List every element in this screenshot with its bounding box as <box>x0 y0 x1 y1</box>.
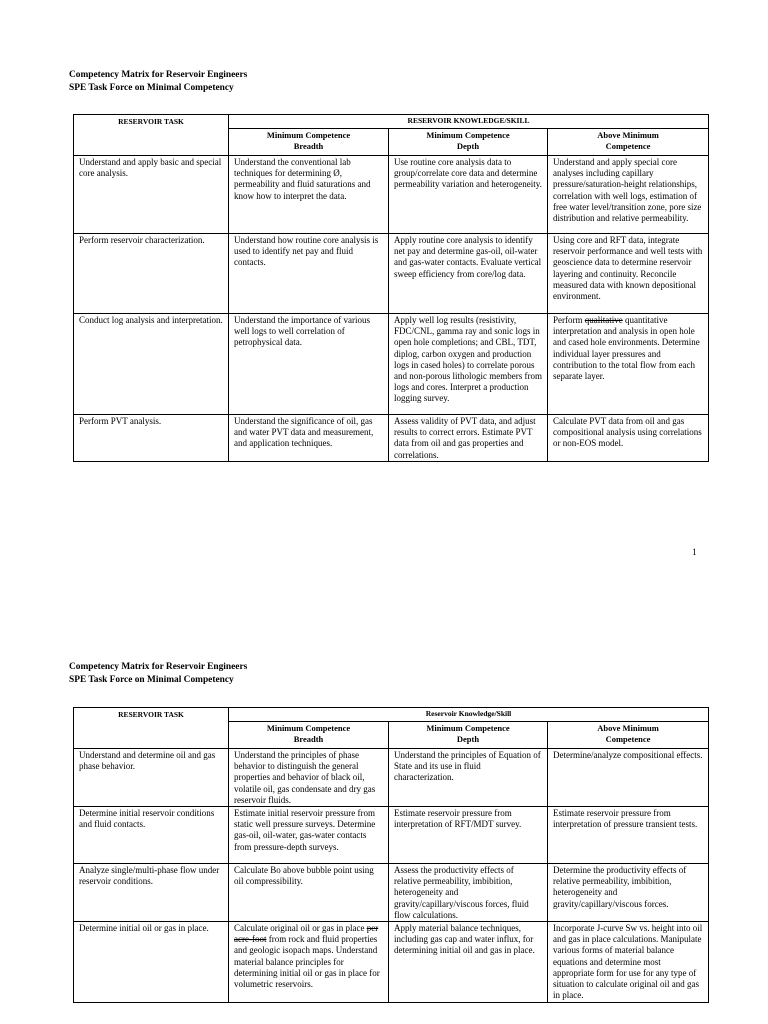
depth-cell: Assess the productivity effects of relative permeability, imbibition, heterogeneity and gravity/capillary/viscous forces, fluid flow calculations. <box>389 864 548 922</box>
doc-subtitle: SPE Task Force on Minimal Competency <box>69 82 234 93</box>
depth-cell: Assess validity of PVT data, and adjust results to correct errors. Estimate PVT data from oil and gas properties and correlations. <box>389 415 548 462</box>
depth-cell: Use routine core analysis data to group/correlate core data and determine permeability variation and heterogeneity. <box>389 156 548 234</box>
task-cell: Understand and apply basic and special core analysis. <box>74 156 229 234</box>
depth-cell: Estimate reservoir pressure from interpretation of RFT/MDT survey. <box>389 807 548 864</box>
depth-cell: Understand the principles of Equation of State and its use in fluid characterization. <box>389 749 548 807</box>
doc-subtitle: SPE Task Force on Minimal Competency <box>69 674 234 685</box>
doc-title: Competency Matrix for Reservoir Engineers <box>69 70 248 80</box>
page1-heading <box>69 69 247 94</box>
col-header-above: Above Minimum Competence <box>548 129 709 156</box>
table-row <box>74 864 709 922</box>
task-column-header: RESERVOIR TASK <box>74 708 229 749</box>
breadth-cell: Estimate initial reservoir pressure from static well pressure surveys. Determine gas-oil, oil-water, gas-water contacts from pressure-depth surveys. <box>229 807 389 864</box>
table-row <box>74 807 709 864</box>
above-cell: Calculate PVT data from oil and gas compositional analysis using correlations or non-EOS model. <box>548 415 709 462</box>
competency-table-2 <box>73 707 709 1003</box>
task-cell: Analyze single/multi-phase flow under reservoir conditions. <box>74 864 229 922</box>
skill-group-header: RESERVOIR KNOWLEDGE/SKILL <box>229 115 709 129</box>
col-header-depth: Minimum Competence Depth <box>389 722 548 749</box>
table-row <box>74 234 709 314</box>
skill-group-header: Reservoir Knowledge/Skill <box>229 708 709 722</box>
table-row <box>74 922 709 1003</box>
task-cell: Perform reservoir characterization. <box>74 234 229 314</box>
depth-cell: Apply routine core analysis to identify net pay and determine gas-oil, oil-water and gas-water contacts. Evaluate vertical sweep efficiency from core/log data. <box>389 234 548 314</box>
above-cell: Determine the productivity effects of relative permeability, imbibition, heterogeneity and gravity/capillary/viscous forces. <box>548 864 709 922</box>
struck-text: qualitative <box>584 315 623 325</box>
above-cell: Estimate reservoir pressure from interpretation of pressure transient tests. <box>548 807 709 864</box>
table-row <box>74 314 709 415</box>
table-row <box>74 749 709 807</box>
task-cell: Understand and determine oil and gas phase behavior. <box>74 749 229 807</box>
above-cell: Using core and RFT data, integrate reservoir performance and well tests with geoscience data to determine reservoir layering and continuity. Reconcile measured data with known depositional environment. <box>548 234 709 314</box>
struck-text: per acre-foot <box>234 923 379 945</box>
task-column-header: RESERVOIR TASK <box>74 115 229 156</box>
depth-cell: Apply material balance techniques, including gas cap and water influx, for determining initial oil and gas in place. <box>389 922 548 1003</box>
col-header-breadth: Minimum Competence Breadth <box>229 129 389 156</box>
task-cell: Perform PVT analysis. <box>74 415 229 462</box>
breadth-cell: Calculate Bo above bubble point using oil compressibility. <box>229 864 389 922</box>
task-cell: Conduct log analysis and interpretation. <box>74 314 229 415</box>
table-row <box>74 415 709 462</box>
task-cell: Determine initial oil or gas in place. <box>74 922 229 1003</box>
breadth-cell: Understand how routine core analysis is used to identify net pay and fluid contacts. <box>229 234 389 314</box>
depth-cell: Apply well log results (resistivity, FDC/CNL, gamma ray and sonic logs in open hole completions; and CBL, TDT, diplog, carbon oxygen and production logs in cased holes) to correlate porous and non-porous lithologic members from logs and cores. Interpret a production logging survey. <box>389 314 548 415</box>
breadth-cell: Understand the conventional lab techniques for determining Ø, permeability and fluid saturations and know how to interpret the data. <box>229 156 389 234</box>
page2-heading <box>69 661 247 686</box>
above-cell: Determine/analyze compositional effects. <box>548 749 709 807</box>
col-header-breadth: Minimum Competence Breadth <box>229 722 389 749</box>
above-cell: Understand and apply special core analyses including capillary pressure/saturation-height relationships, correlation with well logs, estimation of free water level/transition zone, pore size distribution and relative permeability. <box>548 156 709 234</box>
breadth-cell: Understand the principles of phase behavior to distinguish the general properties and behavior of black oil, volatile oil, gas condensate and dry gas reservoir fluids. <box>229 749 389 807</box>
breadth-cell: Calculate original oil or gas in place per acre-foot from rock and fluid properties and geologic isopach maps. Understand material balance principles for determining initial oil or gas in place for volumetric reservoirs. <box>229 922 389 1003</box>
competency-table-1 <box>73 114 709 462</box>
above-cell: Incorporate J-curve Sw vs. height into oil and gas in place calculations. Manipulate various forms of material balance equations and determine most appropriate form for use for any type of situation to calculate original oil and gas in place. <box>548 922 709 1003</box>
above-cell: Perform qualitative quantitative interpretation and analysis in open hole and cased hole environments. Determine individual layer pressures and contribution to the total flow from each separate layer. <box>548 314 709 415</box>
table-row <box>74 156 709 234</box>
task-cell: Determine initial reservoir conditions and fluid contacts. <box>74 807 229 864</box>
col-header-depth: Minimum Competence Depth <box>389 129 548 156</box>
doc-title: Competency Matrix for Reservoir Engineers <box>69 662 248 672</box>
page-number: 1 <box>692 548 697 558</box>
breadth-cell: Understand the significance of oil, gas and water PVT data and measurement, and application techniques. <box>229 415 389 462</box>
col-header-above: Above Minimum Competence <box>548 722 709 749</box>
breadth-cell: Understand the importance of various well logs to well correlation of petrophysical data. <box>229 314 389 415</box>
